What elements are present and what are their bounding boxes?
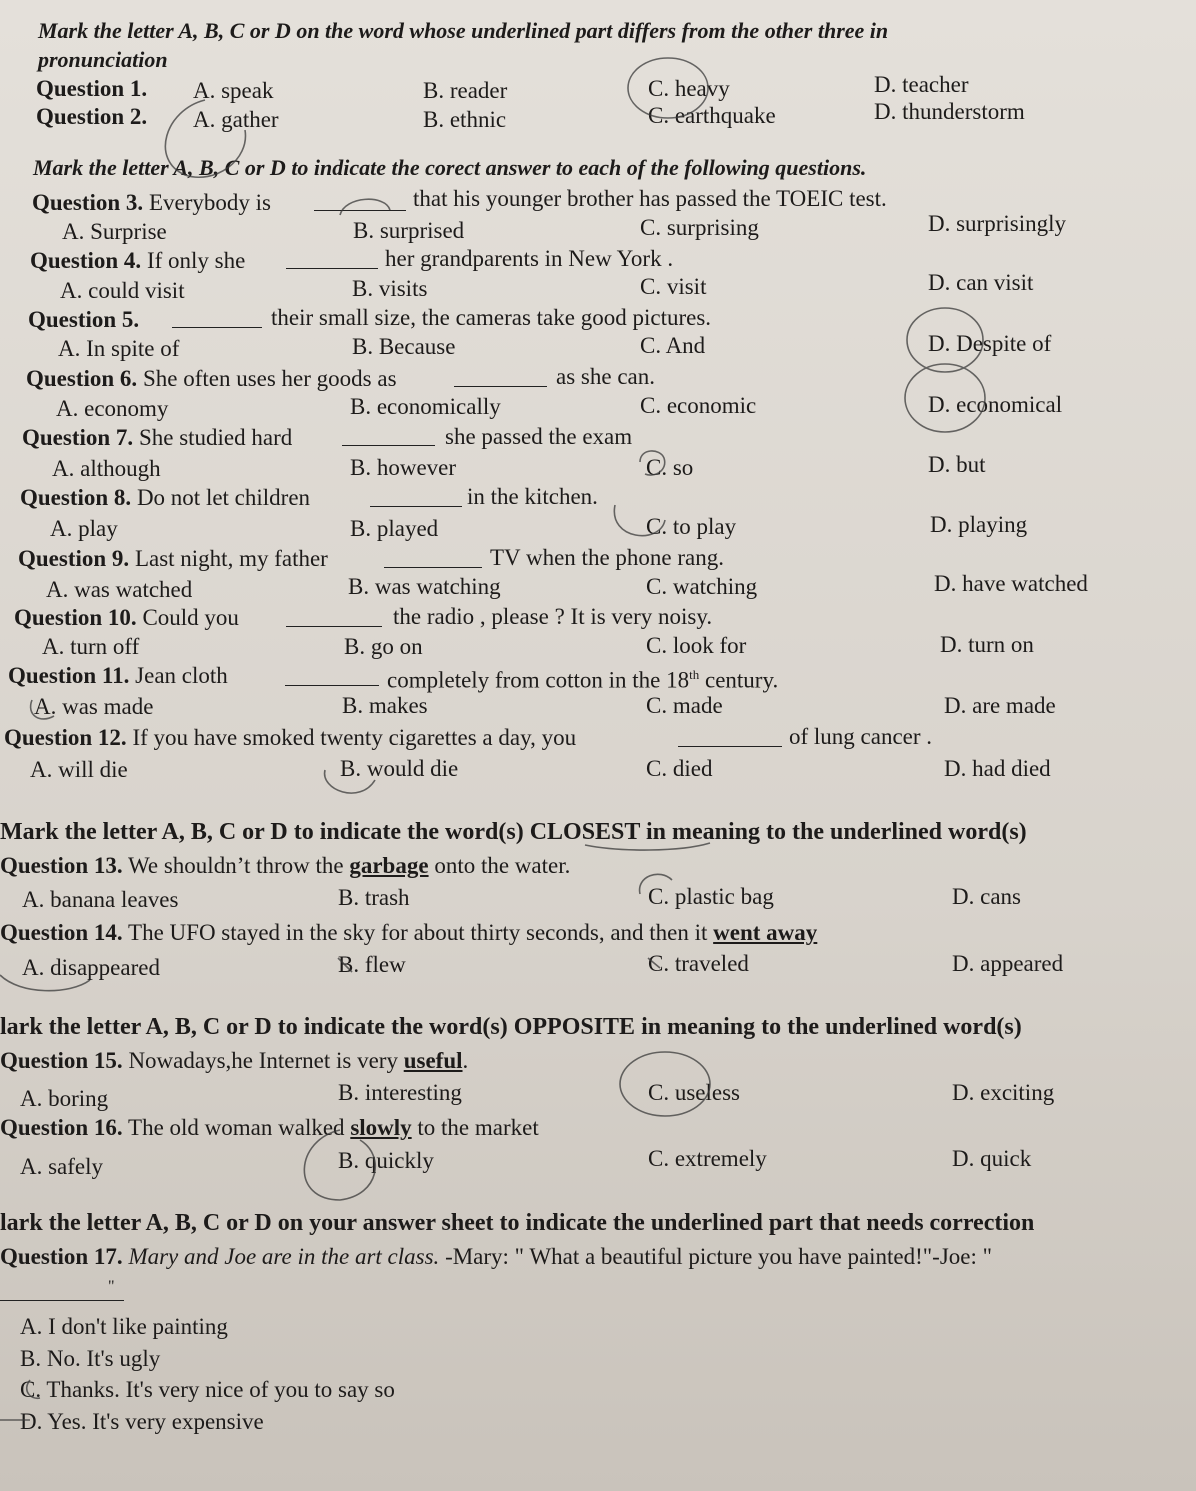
q8-option-c[interactable]: C. to play — [646, 514, 737, 539]
q7-option-a[interactable]: A. although — [52, 456, 161, 481]
q9-stem-part-2: TV when the phone rang. — [490, 545, 724, 570]
q5-option-d[interactable]: D. Despite of — [928, 331, 1052, 356]
q4-option-c[interactable]: C. visit — [640, 274, 707, 299]
q6-option-a[interactable]: A. economy — [56, 396, 169, 421]
question-15-stem — [0, 1048, 468, 1074]
question-12-stem — [4, 725, 576, 751]
q6-option-b[interactable]: B. economically — [350, 394, 501, 419]
q13-underlined-word: garbage — [349, 853, 429, 878]
q6-answer-blank[interactable] — [454, 386, 547, 387]
q8-answer-blank[interactable] — [370, 506, 462, 507]
q16-option-d[interactable]: D. quick — [952, 1146, 1032, 1171]
q4-answer-blank[interactable] — [286, 268, 378, 269]
q16-stem-part-1: The old woman walked — [128, 1115, 345, 1140]
q4-stem-part-1: If only she — [146, 248, 246, 273]
question-6-label: Question 6. — [26, 366, 138, 391]
q7-option-d[interactable]: D. but — [928, 452, 986, 477]
question-3-stem — [32, 190, 271, 216]
q6-option-c[interactable]: C. economic — [640, 393, 757, 418]
q7-option-c[interactable]: C. so — [646, 455, 694, 480]
question-16-stem — [0, 1115, 539, 1141]
q2-option-c[interactable]: C. earthquake — [648, 103, 776, 128]
q1-option-d[interactable]: D. teacher — [874, 72, 969, 97]
q7-stem-part-1: She studied hard — [138, 425, 293, 450]
q3-option-c[interactable]: C. surprising — [640, 215, 759, 240]
q1-option-c[interactable]: C. heavy — [648, 76, 730, 101]
instruction-pronunciation-cont: pronunciation — [38, 47, 168, 72]
question-7-label: Question 7. — [22, 425, 134, 450]
q16-underlined-word: slowly — [350, 1115, 412, 1140]
q10-option-b[interactable]: B. go on — [344, 634, 423, 659]
q9-option-b[interactable]: B. was watching — [348, 574, 501, 599]
question-11-label: Question 11. — [8, 663, 130, 688]
q6-stem-part-1: She often uses her goods as — [142, 366, 397, 391]
q16-stem-part-2: to the market — [417, 1115, 539, 1140]
question-17-label: Question 17. — [0, 1244, 123, 1269]
q5-option-b[interactable]: B. Because — [352, 334, 456, 359]
q7-option-b[interactable]: B. however — [350, 455, 457, 480]
question-13-stem — [0, 853, 570, 879]
q12-option-d[interactable]: D. had died — [944, 756, 1051, 781]
q8-stem-part-1: Do not let children — [136, 485, 311, 510]
q12-stem-part-1: If you have smoked twenty cigarettes a day, you — [132, 725, 577, 750]
q11-option-b[interactable]: B. makes — [342, 693, 428, 718]
q10-stem-part-2: the radio , please ? It is very noisy. — [393, 604, 713, 629]
question-16-label: Question 16. — [0, 1115, 123, 1140]
q13-option-c[interactable]: C. plastic bag — [648, 884, 774, 909]
question-8-stem — [20, 485, 310, 511]
q15-stem-part-1: Nowadays,he Internet is very — [128, 1048, 398, 1073]
q12-option-c[interactable]: C. died — [646, 756, 713, 781]
question-15-label: Question 15. — [0, 1048, 123, 1073]
q3-stem-part-2: that his younger brother has passed the TOEIC test. — [413, 186, 887, 211]
q2-option-d[interactable]: D. thunderstorm — [874, 99, 1025, 124]
q16-option-b[interactable]: B. quickly — [338, 1148, 434, 1173]
question-3-label: Question 3. — [32, 190, 144, 215]
q14-option-d[interactable]: D. appeared — [952, 951, 1064, 976]
question-17-stem — [0, 1244, 992, 1270]
q9-answer-blank[interactable] — [384, 567, 482, 568]
q5-option-c[interactable]: C. And — [640, 333, 706, 358]
q7-answer-blank[interactable] — [342, 445, 435, 446]
instruction-opposite-meaning: lark the letter A, B, C or D to indicate the word(s) OPPOSITE in meaning to the underlined word(s) — [0, 1014, 1022, 1040]
q15-option-c[interactable]: C. useless — [648, 1080, 740, 1105]
q17-answer-blank[interactable] — [0, 1300, 124, 1301]
mark-q3-b — [340, 199, 390, 215]
question-14-label: Question 14. — [0, 920, 123, 945]
q17-option-d[interactable]: D. Yes. It's very expensive — [20, 1409, 264, 1434]
q15-option-a[interactable]: A. boring — [20, 1086, 109, 1111]
q15-option-d[interactable]: D. exciting — [952, 1080, 1055, 1105]
q17-stem-part-2: -Mary: " What a beautiful picture you have painted!"-Joe: " — [445, 1244, 993, 1269]
q17-option-a[interactable]: A. I don't like painting — [20, 1314, 228, 1339]
q6-option-d[interactable]: D. economical — [928, 392, 1063, 417]
q3-option-a[interactable]: A. Surprise — [62, 219, 167, 244]
q17-option-c[interactable]: C. Thanks. It's very nice of you to say so — [20, 1377, 395, 1402]
question-5-label: Question 5. — [28, 307, 140, 332]
q13-option-a[interactable]: A. banana leaves — [22, 887, 179, 912]
q2-option-a[interactable]: A. gather — [193, 107, 279, 132]
q17-closing-quote: " — [108, 1278, 115, 1295]
q11-option-d[interactable]: D. are made — [944, 693, 1056, 718]
q11-stem-part-1: Jean cloth — [135, 663, 228, 688]
q3-stem-part-1: Everybody is — [148, 190, 271, 215]
q10-option-a[interactable]: A. turn off — [42, 634, 140, 659]
question-1-label: Question 1. — [36, 76, 148, 101]
q10-stem-part-1: Could you — [142, 605, 239, 630]
q5-answer-blank[interactable] — [172, 327, 262, 328]
q9-option-d[interactable]: D. have watched — [934, 571, 1088, 596]
question-10-label: Question 10. — [14, 605, 137, 630]
question-2-label: Question 2. — [36, 104, 148, 129]
q11-option-a[interactable]: A. was made — [34, 694, 154, 719]
q16-option-c[interactable]: C. extremely — [648, 1146, 767, 1171]
q6-stem-part-2: as she can. — [556, 364, 655, 389]
instruction-correction: lark the letter A, B, C or D on your answer sheet to indicate the underlined part that needs correction — [0, 1210, 1035, 1236]
q11-answer-blank[interactable] — [285, 685, 379, 686]
question-8-label: Question 8. — [20, 485, 132, 510]
q8-option-d[interactable]: D. playing — [930, 512, 1028, 537]
question-12-label: Question 12. — [4, 725, 127, 750]
q15-underlined-word: useful — [403, 1048, 463, 1073]
q17-option-b[interactable]: B. No. It's ugly — [20, 1346, 161, 1371]
q4-option-d[interactable]: D. can visit — [928, 270, 1034, 295]
q4-option-a[interactable]: A. could visit — [60, 278, 185, 303]
question-10-stem — [14, 605, 239, 631]
question-9-label: Question 9. — [18, 546, 130, 571]
instruction-pronunciation: Mark the letter A, B, C or D on the word whose underlined part differs from the other three in — [38, 18, 889, 43]
q10-option-d[interactable]: D. turn on — [940, 632, 1034, 657]
q4-stem-part-2: her grandparents in New York . — [385, 246, 674, 271]
q11-stem-part-2: completely from cotton in the 18 — [387, 667, 690, 693]
q13-option-b[interactable]: B. trash — [338, 885, 410, 910]
q17-stem-part-1: Mary and Joe are in the art class. — [128, 1244, 440, 1269]
q10-answer-blank[interactable] — [286, 626, 382, 627]
q13-stem-part-1: We shouldn’t throw the — [128, 853, 344, 878]
q15-stem-part-2: . — [462, 1048, 469, 1073]
q14-option-b[interactable]: B. flew — [338, 952, 406, 977]
question-11-stem — [8, 663, 228, 689]
q12-stem-part-2: of lung cancer . — [789, 724, 933, 749]
q4-option-b[interactable]: B. visits — [352, 276, 428, 301]
q1-option-b[interactable]: B. reader — [423, 78, 508, 103]
q11-stem-rest — [387, 662, 778, 694]
q8-stem-part-2: in the kitchen. — [467, 484, 598, 509]
q11-stem-part-3: century. — [705, 667, 779, 693]
q9-option-c[interactable]: C. watching — [646, 574, 758, 599]
q3-option-b[interactable]: B. surprised — [353, 218, 465, 243]
q10-option-c[interactable]: C. look for — [646, 633, 747, 658]
q16-option-a[interactable]: A. safely — [20, 1154, 104, 1179]
q15-option-b[interactable]: B. interesting — [338, 1080, 462, 1105]
question-7-stem — [22, 425, 292, 451]
q12-option-b[interactable]: B. would die — [340, 756, 459, 781]
q9-stem-part-1: Last night, my father — [134, 546, 328, 571]
question-4-stem — [30, 248, 245, 274]
q5-stem-part-2: their small size, the cameras take good pictures. — [271, 305, 712, 330]
q8-option-b[interactable]: B. played — [350, 516, 439, 541]
q5-option-a[interactable]: A. In spite of — [58, 336, 180, 361]
q3-option-d[interactable]: D. surprisingly — [928, 211, 1066, 236]
q14-option-c[interactable]: C. traveled — [648, 951, 749, 976]
question-6-stem — [26, 366, 397, 392]
instruction-correct-answer: Mark the letter A, B, C or D to indicate the corect answer to each of the following questions. — [33, 155, 867, 180]
q11-option-c[interactable]: C. made — [646, 693, 723, 718]
q14-stem-part-1: The UFO stayed in the sky for about thirty seconds, and then it — [128, 920, 708, 945]
instruction-closest-meaning: Mark the letter A, B, C or D to indicate the word(s) CLOSEST in meaning to the underlined word(s) — [0, 819, 1027, 845]
q2-option-b[interactable]: B. ethnic — [423, 107, 507, 132]
question-4-label: Question 4. — [30, 248, 142, 273]
q13-stem-part-2: onto the water. — [434, 853, 571, 878]
q11-superscript: th — [689, 667, 700, 682]
q13-option-d[interactable]: D. cans — [952, 884, 1021, 909]
q8-option-a[interactable]: A. play — [50, 516, 118, 541]
q12-option-a[interactable]: A. will die — [30, 757, 128, 782]
q12-answer-blank[interactable] — [678, 746, 782, 747]
question-13-label: Question 13. — [0, 853, 123, 878]
q9-option-a[interactable]: A. was watched — [46, 577, 193, 602]
q3-answer-blank[interactable] — [314, 210, 406, 211]
q1-option-a[interactable]: A. speak — [193, 78, 274, 103]
q14-underlined-phrase: went away — [713, 920, 818, 945]
question-9-stem — [18, 546, 328, 572]
q14-option-a[interactable]: A. disappeared — [22, 955, 160, 980]
question-14-stem — [0, 920, 817, 946]
q7-stem-part-2: she passed the exam — [445, 424, 633, 449]
